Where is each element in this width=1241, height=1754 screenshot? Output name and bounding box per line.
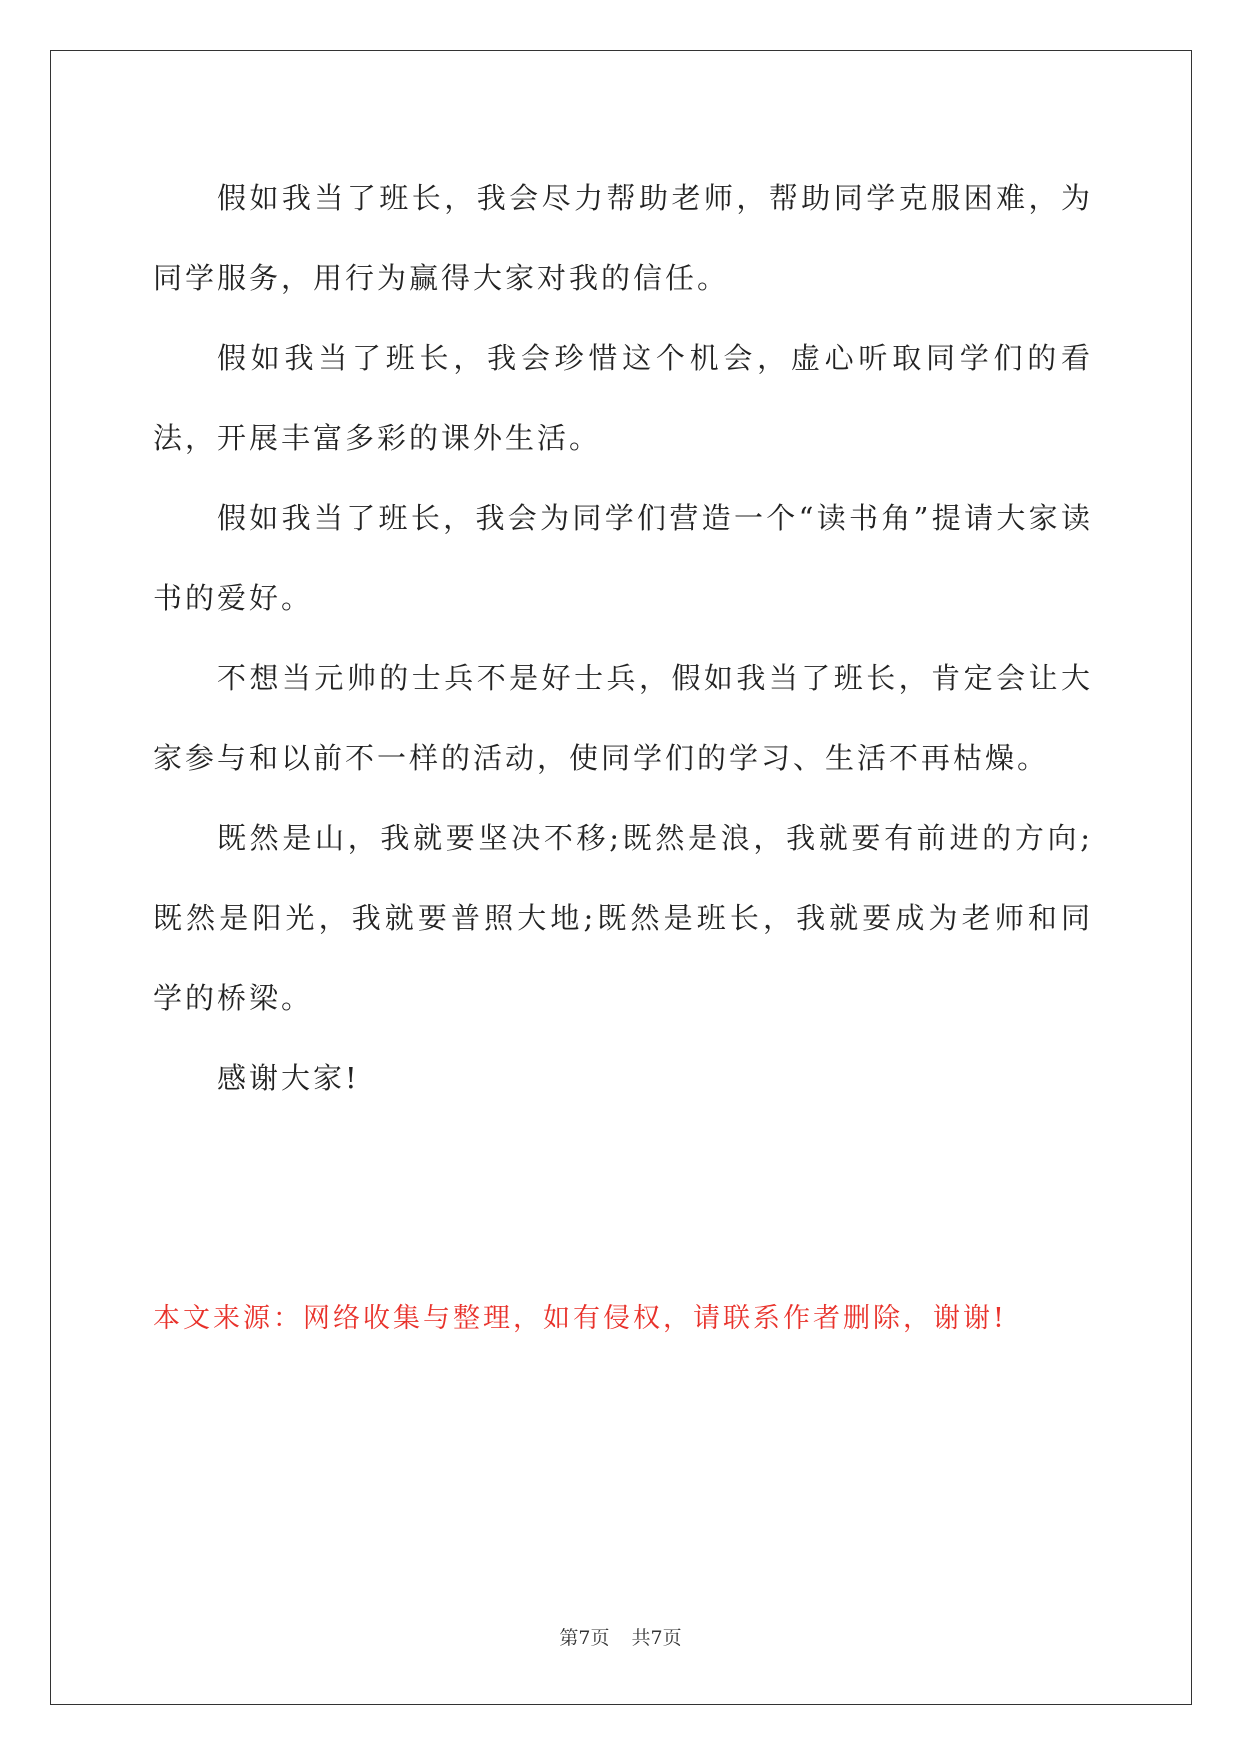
document-body xyxy=(153,158,1093,1118)
paragraph: 假如我当了班长，我会珍惜这个机会，虚心听取同学们的看法，开展丰富多彩的课外生活。 xyxy=(153,341,1093,455)
current-page-number: 第7页 xyxy=(559,1627,610,1649)
paragraph: 不想当元帅的士兵不是好士兵，假如我当了班长，肯定会让大家参与和以前不一样的活动，使同学们的学习、生活不再枯燥。 xyxy=(153,661,1093,775)
paragraph: 既然是山，我就要坚决不移;既然是浪，我就要有前进的方向;既然是阳光，我就要普照大地;既然是班长，我就要成为老师和同学的桥梁。 xyxy=(153,821,1093,1015)
closing-paragraph: 感谢大家! xyxy=(217,1061,360,1095)
paragraph: 假如我当了班长，我会尽力帮助老师，帮助同学克服困难，为同学服务，用行为赢得大家对我的信任。 xyxy=(153,181,1093,295)
page-footer xyxy=(0,1625,1241,1651)
source-note: 本文来源：网络收集与整理，如有侵权，请联系作者删除，谢谢! xyxy=(153,1303,1007,1334)
total-pages: 共7页 xyxy=(631,1627,682,1649)
paragraph: 假如我当了班长，我会为同学们营造一个“读书角”提请大家读书的爱好。 xyxy=(153,501,1093,615)
